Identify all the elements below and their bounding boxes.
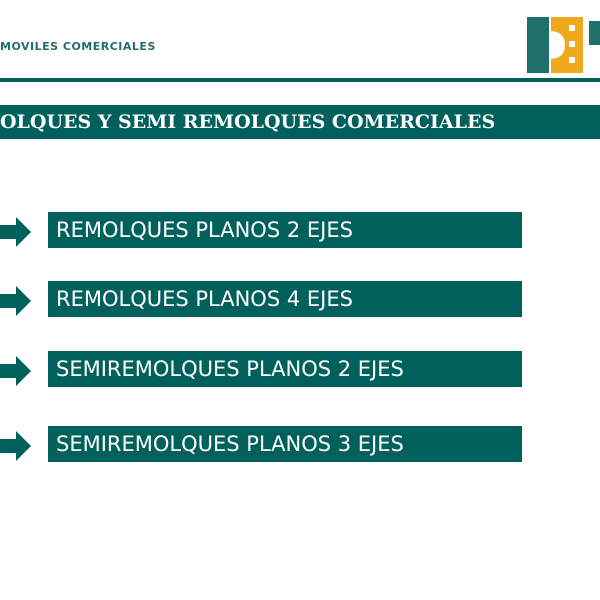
arrow-right-icon bbox=[0, 429, 32, 463]
list-item-remolques-planos-2-ejes bbox=[0, 212, 530, 250]
arrow-right-icon bbox=[0, 284, 32, 318]
list-item-semiremolques-planos-3-ejes bbox=[0, 426, 530, 464]
company-logo bbox=[525, 15, 600, 75]
page-title: OLQUES Y SEMI REMOLQUES COMERCIALES bbox=[0, 111, 496, 133]
list-item-box bbox=[48, 281, 522, 317]
list-item-box bbox=[48, 351, 522, 387]
list-item-box bbox=[48, 426, 522, 462]
list-item-semiremolques-planos-2-ejes bbox=[0, 351, 530, 389]
arrow-right-icon bbox=[0, 354, 32, 388]
list-item-box bbox=[48, 212, 522, 248]
list-item-label: REMOLQUES PLANOS 2 EJES bbox=[56, 218, 353, 242]
header-text: MOVILES COMERCIALES bbox=[0, 40, 156, 53]
list-item-label: SEMIREMOLQUES PLANOS 2 EJES bbox=[56, 357, 404, 381]
header-divider bbox=[0, 78, 600, 82]
title-bar bbox=[0, 105, 600, 139]
list-item-label: SEMIREMOLQUES PLANOS 3 EJES bbox=[56, 432, 404, 456]
list-item-label: REMOLQUES PLANOS 4 EJES bbox=[56, 287, 353, 311]
list-item-remolques-planos-4-ejes bbox=[0, 281, 530, 319]
arrow-right-icon bbox=[0, 215, 32, 249]
